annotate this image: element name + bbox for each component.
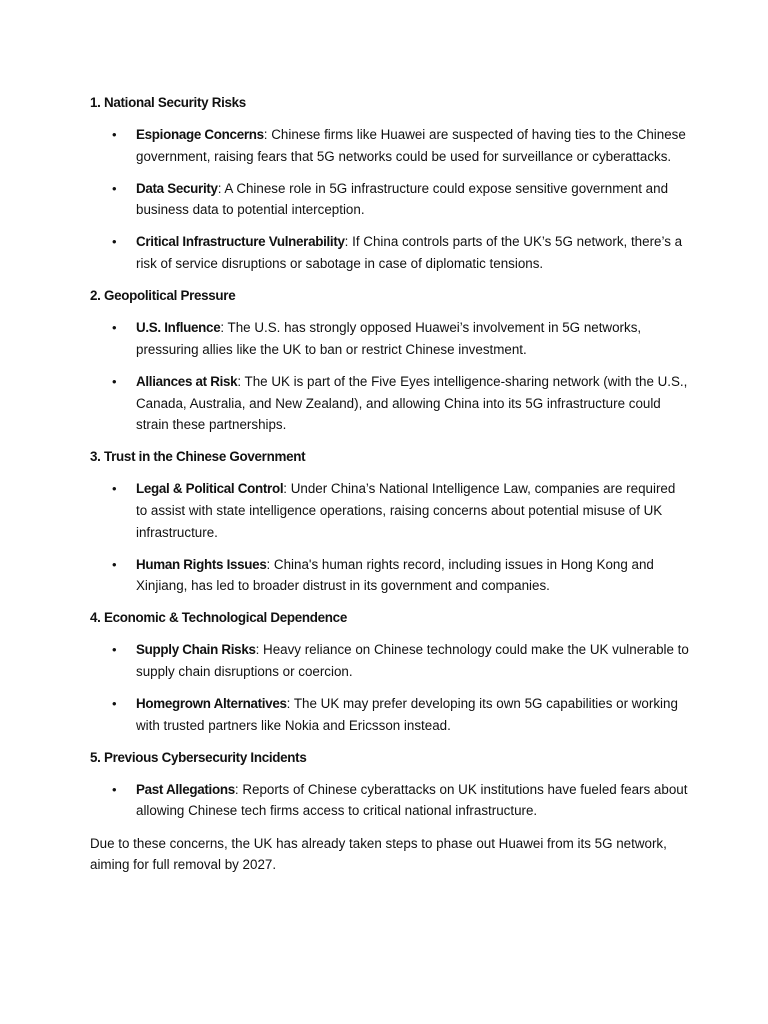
item-term: Critical Infrastructure Vulnerability xyxy=(136,234,345,250)
section-heading: 4. Economic & Technological Dependence xyxy=(90,610,347,626)
item-text: : The U.S. has strongly opposed Huawei’s involvement in 5G networks, pressuring allies like the UK to ban or restrict Chinese investment. xyxy=(136,320,642,357)
bullet-list xyxy=(90,478,690,596)
bullet-icon: • xyxy=(112,234,117,250)
item-term: Espionage Concerns xyxy=(136,127,264,143)
item-term: Human Rights Issues xyxy=(136,556,267,572)
item-term: U.S. Influence xyxy=(136,320,221,336)
item-term: Past Allegations xyxy=(136,781,235,797)
item-term: Supply Chain Risks xyxy=(136,642,256,658)
list-item xyxy=(90,178,690,221)
list-item xyxy=(90,317,690,360)
bullet-list xyxy=(90,639,690,736)
item-text: : If China controls parts of the UK’s 5G network, there’s a risk of service disruptions or sabotage in case of diplomatic tensions. xyxy=(136,234,683,272)
list-item xyxy=(90,371,690,436)
list-item xyxy=(90,779,690,822)
document-body xyxy=(90,92,690,876)
list-item xyxy=(90,554,690,597)
item-text: : China's human rights record, including issues in Hong Kong and Xinjiang, has led to broader distrust in its government and companies. xyxy=(136,556,654,594)
list-item xyxy=(90,693,690,736)
closing-paragraph: Due to these concerns, the UK has already taken steps to phase out Huawei from its 5G network, aiming for full removal by 2027. xyxy=(90,835,667,873)
bullet-icon: • xyxy=(112,320,117,336)
bullet-icon: • xyxy=(112,556,117,572)
item-text: : The UK is part of the Five Eyes intelligence-sharing network (with the U.S., Canada, Australia, and New Zealand), and allowing China into its 5G infrastructure could strain these partnerships. xyxy=(136,373,688,433)
item-term: Homegrown Alternatives xyxy=(136,696,287,712)
item-text: : Reports of Chinese cyberattacks on UK institutions have fueled fears about allowing Chinese tech firms access to critical national infrastructure. xyxy=(136,781,688,819)
bullet-icon: • xyxy=(112,180,117,196)
bullet-list xyxy=(90,317,690,435)
item-text: : The UK may prefer developing its own 5G capabilities or working with trusted partners like Nokia and Ericsson instead. xyxy=(136,696,678,733)
section-heading: 5. Previous Cybersecurity Incidents xyxy=(90,749,307,765)
bullet-list xyxy=(90,779,690,822)
list-item xyxy=(90,231,690,274)
section-heading: 1. National Security Risks xyxy=(90,95,246,110)
bullet-list xyxy=(90,124,690,275)
bullet-icon: • xyxy=(112,696,117,712)
item-text: : Heavy reliance on Chinese technology could make the UK vulnerable to supply chain disruptions or coercion. xyxy=(136,642,689,679)
bullet-icon: • xyxy=(112,642,117,658)
section-heading: 2. Geopolitical Pressure xyxy=(90,288,236,304)
bullet-icon: • xyxy=(112,127,117,143)
bullet-icon: • xyxy=(112,781,117,797)
item-term: Data Security xyxy=(136,180,218,196)
list-item xyxy=(90,478,690,543)
bullet-icon: • xyxy=(112,373,117,389)
list-item xyxy=(90,639,690,682)
item-text: : Chinese firms like Huawei are suspected of having ties to the Chinese government, raising fears that 5G networks could be used for surveillance or cyberattacks. xyxy=(136,127,686,164)
item-text: : A Chinese role in 5G infrastructure could expose sensitive government and business data to potential interception. xyxy=(136,180,669,218)
section-heading: 3. Trust in the Chinese Government xyxy=(90,449,306,465)
item-term: Legal & Political Control xyxy=(136,481,284,497)
item-text: : Under China’s National Intelligence Law, companies are required to assist with state intelligence operations, raising concerns about potential misuse of UK infrastructure. xyxy=(136,481,676,540)
item-term: Alliances at Risk xyxy=(136,373,238,389)
bullet-icon: • xyxy=(112,481,117,497)
list-item xyxy=(90,124,690,167)
